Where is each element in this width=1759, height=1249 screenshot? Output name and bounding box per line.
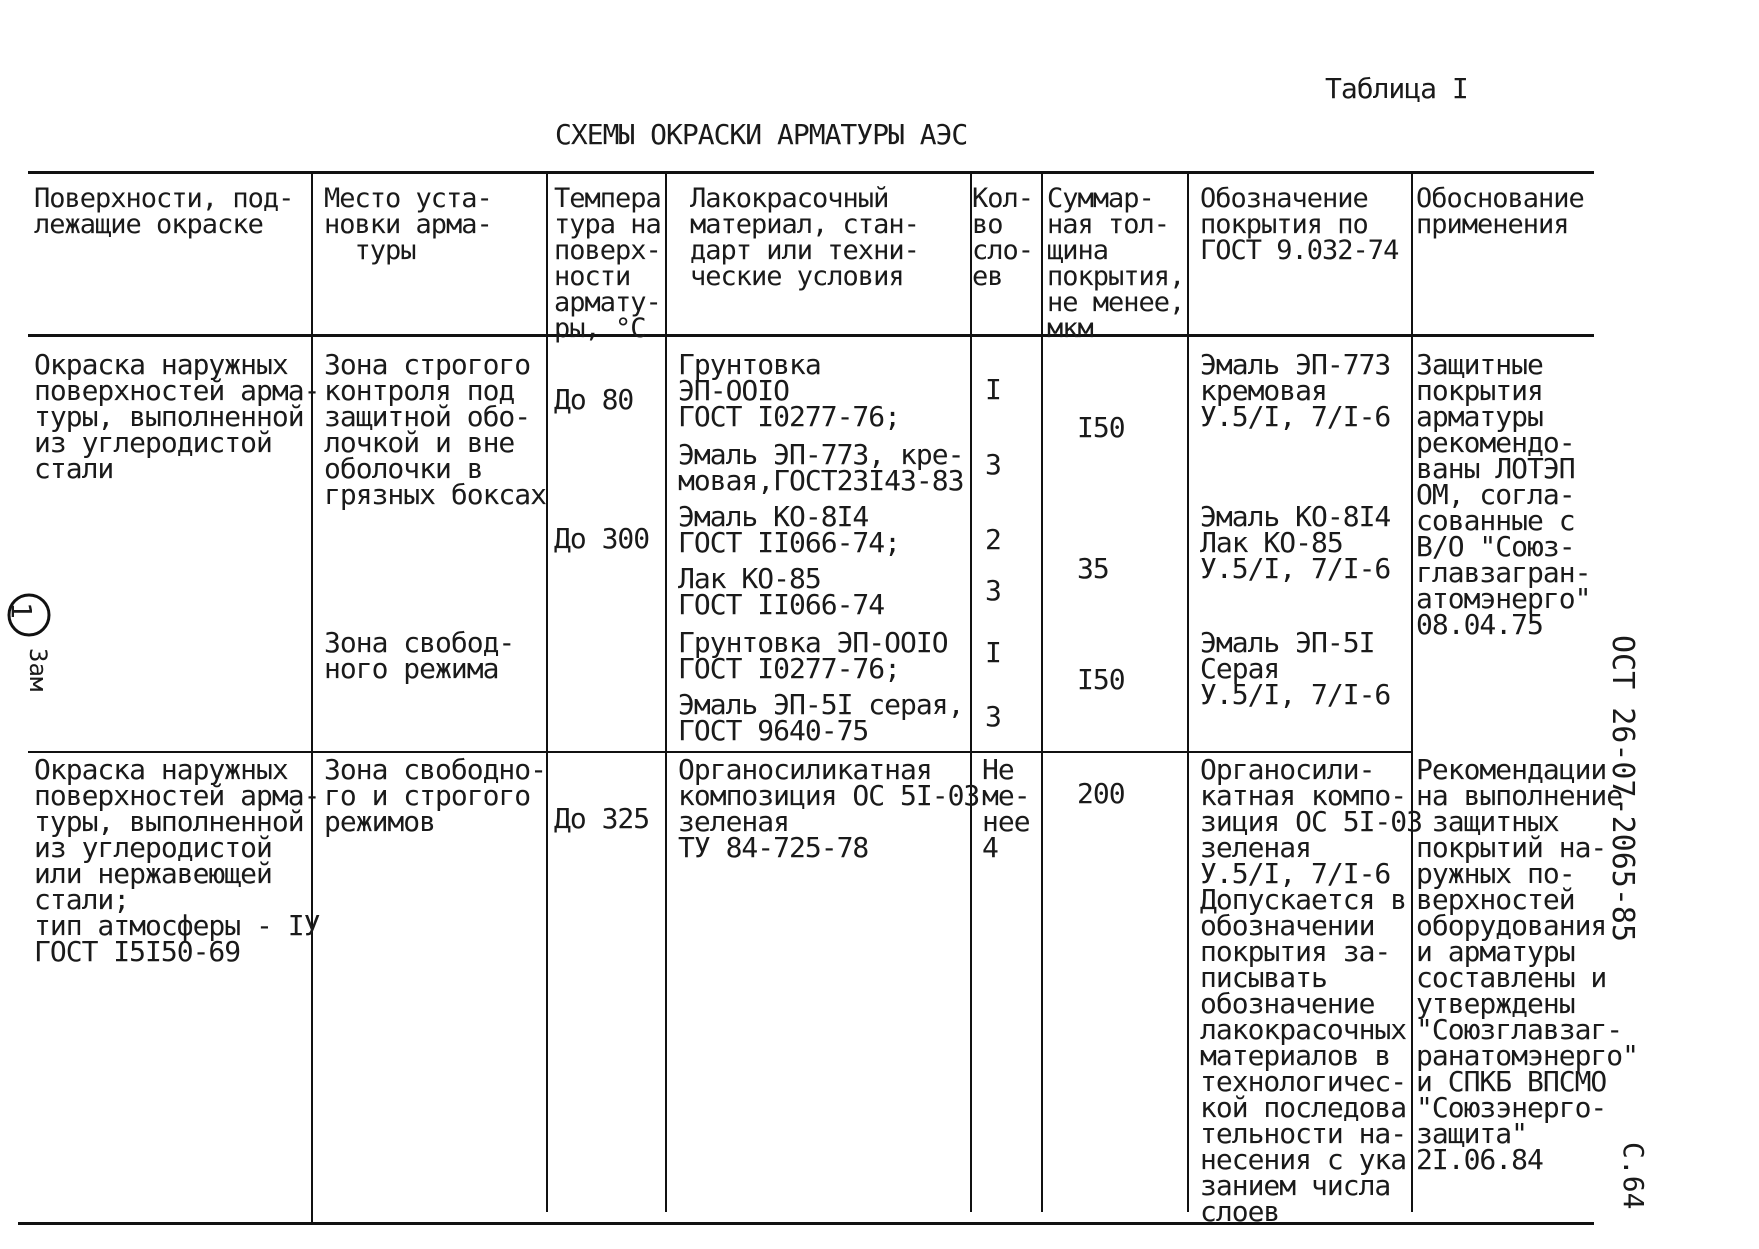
row1-material-2: Эмаль ЭП-773, кре- мовая,ГОСТ23I43-83: [678, 438, 964, 497]
row2-material: Органосиликатная композиция ОС 5I-03 зеленая ТУ 84-725-78: [678, 753, 980, 864]
col-divider-4: [970, 172, 972, 1212]
row2-surface: Окраска наружных поверхностей арма- туры, выполненной из углеродистой или нержавеющей стали; тип атмосферы - IУ ГОСТ I5I50-69: [34, 753, 320, 968]
col-divider-6: [1187, 172, 1189, 1212]
header-basis: Обоснование применения: [1416, 183, 1584, 240]
col-divider-1: [311, 172, 313, 1224]
row2-place: Зона свободно- го и строгого режимов: [324, 753, 547, 838]
col-divider-2: [546, 172, 548, 1212]
row1-material-4: Лак КО-85 ГОСТ II066-74: [678, 562, 885, 621]
row2-basis: Рекомендации на выполнение защитных покрытий на- ружных по- верхностей оборудования и арматуры составлены и утверждены "Союзглавзаг- ранатомэнерго" и СПКБ ВПСМО "Союзэнерго- защита" 2I.06.84: [1416, 753, 1639, 1176]
row1-surface: Окраска наружных поверхностей арма- туры, выполненной из углеродистой стали: [34, 348, 320, 485]
row2-thickness: 200: [1077, 777, 1125, 810]
row1-designation-1: Эмаль ЭП-773 кремовая У.5/I, 7/I-6: [1200, 348, 1391, 433]
amendment-circle-number: 1: [5, 602, 38, 619]
row1-layers-2: 3: [985, 448, 1001, 481]
row1-designation-2: Эмаль КО-8I4 Лак КО-85 У.5/I, 7/I-6: [1200, 500, 1391, 585]
row2-layers: Не ме- нее 4: [982, 753, 1030, 864]
row2-temperature: До 325: [554, 802, 650, 835]
row1-layers-1: I: [985, 373, 1001, 406]
header-layers: Кол- во сло- ев: [972, 183, 1034, 292]
row1-layers-6: 3: [985, 700, 1001, 733]
row1-basis: Защитные покрытия арматуры рекомендо- ваны ЛОТЭП ОМ, согла- сованные с В/О "Союз- главзагран- атомэнерго" 08.04.75: [1416, 348, 1591, 641]
table-number: Таблица I: [1325, 72, 1468, 105]
row1-layers-5: I: [985, 636, 1001, 669]
row1-material-6: Эмаль ЭП-5I серая, ГОСТ 9640-75: [678, 688, 964, 747]
row1-designation-3: Эмаль ЭП-5I Серая У.5/I, 7/I-6: [1200, 626, 1391, 711]
row1-temp-300: До 300: [554, 522, 650, 555]
row1-material-5: Грунтовка ЭП-ООIО ГОСТ I0277-76;: [678, 626, 948, 685]
header-surfaces: Поверхности, под- лежащие окраске: [34, 183, 294, 240]
table-title: СХЕМЫ ОКРАСКИ АРМАТУРЫ АЭС: [555, 118, 968, 151]
header-material: Лакокрасочный материал, стан- дарт или техни- ческие условия: [690, 183, 919, 292]
header-thickness: Суммар- ная тол- щина покрытия, не менее, мкм: [1047, 183, 1185, 344]
standard-code: ОСТ 26-07-2065-85: [1605, 635, 1640, 943]
header-bottom-rule: [28, 334, 1594, 337]
col-divider-3: [665, 172, 667, 1212]
row2-designation: Органосили- катная компо- зиция ОС 5I-03 зеленая У.5/I, 7/I-6 Допускается в обозначении покрытия за- писывать обозначение лакокрасочных материалов в технологичес- кой последова тельности на- несения с ука занием числа слоев: [1200, 753, 1423, 1228]
row1-layers-3: 2: [985, 523, 1001, 556]
table-top-rule: [28, 171, 1594, 174]
row1-material-3: Эмаль КО-8I4 ГОСТ II066-74;: [678, 500, 901, 559]
row1-place-free: Зона свобод- ного режима: [324, 626, 515, 685]
col-divider-5: [1041, 172, 1043, 1212]
page-number: С.64: [1617, 1142, 1650, 1210]
header-place: Место уста- новки арма- туры: [324, 183, 492, 266]
row1-thickness-3: I50: [1077, 663, 1125, 696]
amendment-text: Зам: [24, 648, 52, 692]
row1-thickness-2: 35: [1077, 552, 1109, 585]
row1-temp-80: До 80: [554, 383, 634, 416]
row1-layers-4: 3: [985, 574, 1001, 607]
row1-thickness-1: I50: [1077, 411, 1125, 444]
header-temperature: Темпера тура на поверх- ности армату- ры, °С: [554, 183, 661, 344]
row1-material-1: Грунтовка ЭП-ООIО ГОСТ I0277-76;: [678, 348, 901, 433]
row1-place-strict: Зона строгого контроля под защитной обо- лочкой и вне оболочки в грязных боксах: [324, 348, 547, 511]
header-designation: Обозначение покрытия по ГОСТ 9.032-74: [1200, 183, 1399, 266]
